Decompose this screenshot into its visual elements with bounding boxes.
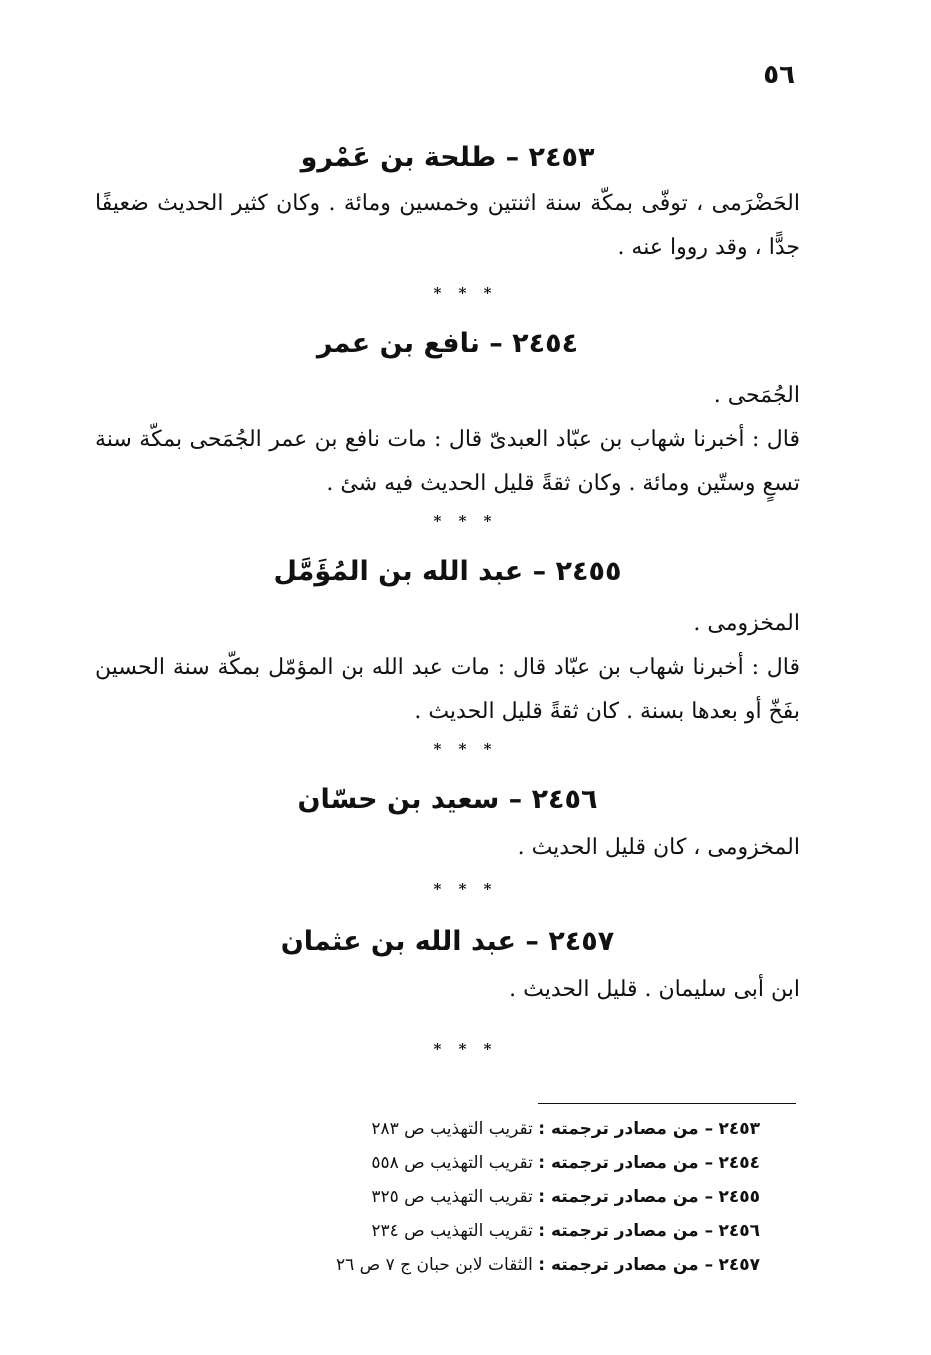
entry-2454: [95, 324, 800, 506]
footnote-line: [95, 1180, 760, 1214]
section-separator: * * *: [433, 740, 498, 758]
entry-paragraph: قال : أخبرنا شهاب بن عبّاد العبدىّ قال : مات نافع بن عمر الجُمَحى بمكّة سنة تسعٍ وستّين ومائة . وكان ثقةً قليل الحديث فيه شئ .: [95, 427, 800, 496]
footnote-source: تقريب التهذيب ص ٣٢٥: [371, 1187, 533, 1207]
footnote-line: [95, 1214, 760, 1248]
entry-2455: [95, 552, 800, 734]
footnote-label: – من مصادر ترجمته :: [538, 1153, 714, 1173]
entry-paragraph: المخزومى ، كان قليل الحديث .: [517, 835, 800, 860]
footnote-source: تقريب التهذيب ص ٥٥٨: [371, 1153, 533, 1173]
entry-paragraph: المخزومى .: [693, 611, 800, 636]
entry-2456: [95, 780, 800, 870]
page-number: ٥٦: [763, 60, 795, 90]
entry-heading: ٢٤٥٤ – نافع بن عمر: [316, 328, 579, 359]
section-separator: * * *: [433, 284, 498, 302]
footnote-number: ٢٤٥٦: [718, 1221, 760, 1241]
footnote-line: [95, 1248, 760, 1282]
entry-paragraph: الجُمَحى .: [713, 383, 800, 408]
entry-paragraph: قال : أخبرنا شهاب بن عبّاد قال : مات عبد الله بن المؤمّل بمكّة سنة الحسين بفَخّ أو بعدها بسنة . كان ثقةً قليل الحديث .: [95, 655, 800, 724]
footnote-source: تقريب التهذيب ص ٢٨٣: [371, 1119, 533, 1139]
entry-2453: [95, 138, 800, 270]
footnote-source: الثقات لابن حبان ج ٧ ص ٢٦: [335, 1255, 533, 1275]
footnote-label: – من مصادر ترجمته :: [538, 1221, 714, 1241]
footnote-number: ٢٤٥٥: [718, 1187, 760, 1207]
entry-heading: ٢٤٥٥ – عبد الله بن المُؤَمَّل: [273, 556, 622, 587]
entry-heading: ٢٤٥٧ – عبد الله بن عثمان: [280, 926, 615, 957]
entry-paragraph: ابن أبى سليمان . قليل الحديث .: [509, 977, 800, 1002]
entry-heading: ٢٤٥٦ – سعيد بن حسّان: [297, 784, 598, 815]
footnotes: [95, 1112, 760, 1282]
footnote-source: تقريب التهذيب ص ٢٣٤: [371, 1221, 533, 1241]
footnote-divider: [538, 1103, 796, 1104]
footnote-label: – من مصادر ترجمته :: [538, 1255, 714, 1275]
footnote-label: – من مصادر ترجمته :: [538, 1119, 714, 1139]
footnote-line: [95, 1146, 760, 1180]
footnote-label: – من مصادر ترجمته :: [538, 1187, 714, 1207]
section-separator: * * *: [433, 1040, 498, 1058]
section-separator: * * *: [433, 512, 498, 530]
footnote-number: ٢٤٥٧: [718, 1255, 760, 1275]
entry-heading: ٢٤٥٣ – طلحة بن عَمْرو: [300, 142, 595, 173]
footnote-line: [95, 1112, 760, 1146]
footnote-number: ٢٤٥٣: [718, 1119, 760, 1139]
entry-paragraph: الحَضْرَمى ، توفّى بمكّة سنة اثنتين وخمسين ومائة . وكان كثير الحديث ضعيفًا جدًّا ، وقد رووا عنه .: [95, 191, 800, 260]
section-separator: * * *: [433, 880, 498, 898]
entry-2457: [95, 922, 800, 1012]
footnote-number: ٢٤٥٤: [718, 1153, 760, 1173]
